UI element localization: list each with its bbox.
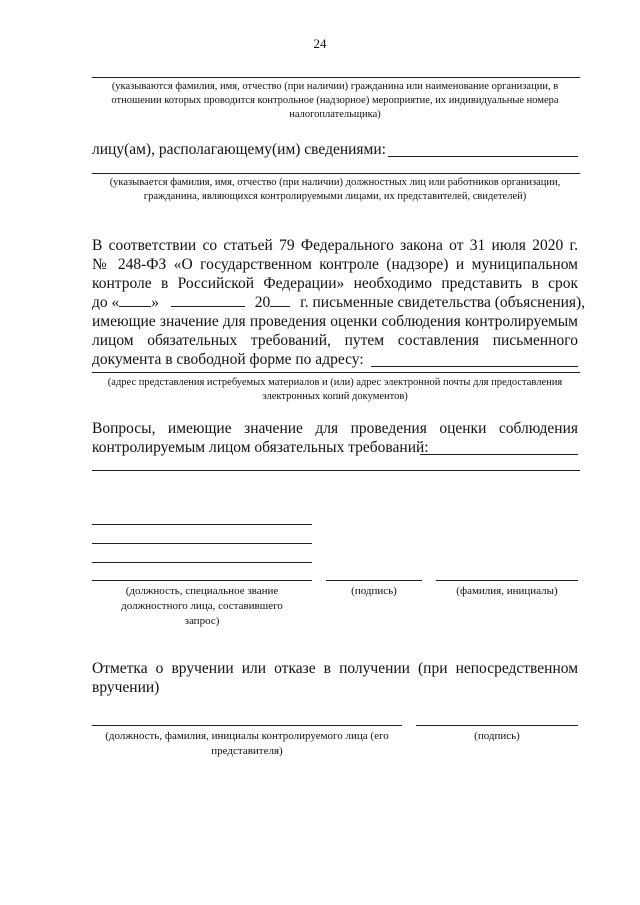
caption-address: (адрес представления истребуемых материалов и (или) адрес электронной почты для предоставления электронных копий документов) (107, 377, 563, 402)
persons-line-2[interactable] (92, 173, 580, 174)
persons-line[interactable] (388, 156, 578, 157)
main-para-l4 (92, 293, 586, 312)
name-line[interactable] (436, 580, 578, 581)
questions-l1: Вопросы, имеющие значение для проведения оценки соблюдения (92, 420, 578, 437)
persons-label: лицу(ам), располагающему(им) сведениями: (92, 141, 386, 158)
delivery-l2: вручении) (92, 679, 160, 696)
caption-signature: (подпись) (351, 585, 397, 597)
deadline-day-field[interactable] (119, 294, 151, 307)
address-line-2[interactable] (92, 372, 580, 373)
caption-position: (должность, специальное звание должностного лица, составившего запрос) (121, 585, 283, 627)
main-para-l5: имеющие значение для проведения оценки соблюдения контролируемым (92, 313, 578, 330)
caption-recipient-position: (должность, фамилия, инициалы контролируемого лица (его представителя) (105, 730, 389, 757)
main-para-l3: контроле в Российской Федерации» необходимо представить в срок (92, 275, 578, 292)
signature-line[interactable] (326, 580, 422, 581)
address-line[interactable] (371, 366, 578, 367)
main-para-l2: № 248-ФЗ «О государственном контроле (надзоре) и муниципальном (92, 256, 578, 273)
deadline-prefix: до « (92, 294, 120, 311)
position-line-2[interactable] (92, 543, 312, 544)
position-line-4[interactable] (92, 580, 312, 581)
position-line-1[interactable] (92, 524, 312, 525)
position-line-3[interactable] (92, 562, 312, 563)
main-para-l7: документа в свободной форме по адресу: (92, 351, 364, 368)
deadline-quote: » (151, 294, 160, 311)
caption-recipient: (указываются фамилия, имя, отчество (при наличии) гражданина или наименование организации, в отношении которых проводится контрольное (надзорное) мероприятие, их индивидуальные номера налогоплательщика) (111, 81, 559, 120)
caption-persons: (указывается фамилия, имя, отчество (при наличии) должностных лиц или работников организации, гражданина, являющихся контролируемыми лицами, их представителей, свидетелей) (109, 177, 561, 202)
questions-line[interactable] (420, 454, 578, 455)
main-para-l1: В соответствии со статьей 79 Федерального закона от 31 июля 2020 г. (92, 237, 578, 254)
page-number: 24 (313, 36, 327, 51)
deadline-suffix: г. письменные свидетельства (объяснения), (300, 294, 586, 311)
deadline-year-prefix: 20 (254, 294, 271, 311)
deadline-month-field[interactable] (171, 294, 245, 307)
caption-recipient-signature: (подпись) (474, 730, 520, 742)
questions-l2: контролируемым лицом обязательных требований: (92, 439, 429, 456)
deadline-year-field[interactable] (270, 294, 290, 307)
questions-line-2[interactable] (92, 470, 580, 471)
delivery-l1: Отметка о вручении или отказе в получении (при непосредственном (92, 660, 578, 677)
recipient-position-line[interactable] (92, 725, 402, 726)
recipient-signature-line[interactable] (416, 725, 578, 726)
main-para-l6: лицом обязательных требований, путем составления письменного (92, 332, 578, 349)
recipient-line[interactable] (92, 77, 580, 78)
caption-name: (фамилия, инициалы) (456, 585, 558, 597)
